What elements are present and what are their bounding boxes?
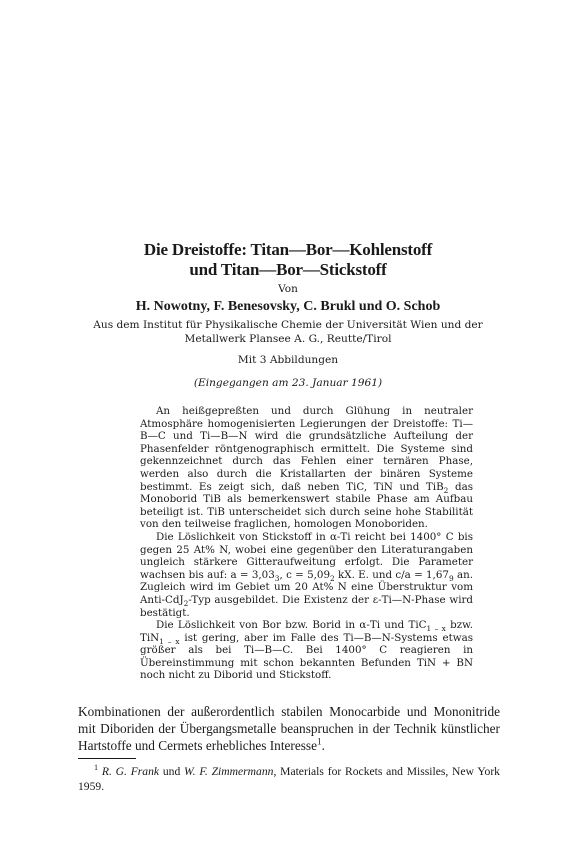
body-paragraph: Kombinationen der außerordentlich stabilen Monocarbide und Mononitride mit Diboriden der Übergangsmetalle beanspruchen in der Technik künstlicher Hartstoffe und Cermets erhebliches Interesse$^1$.	[78, 704, 500, 753]
title-line-1: Die Dreistoffe: Titan—Bor—Kohlenstoff	[143, 240, 433, 259]
body-text	[78, 703, 500, 754]
abstract-paragraph-3: Die Löslichkeit von Bor bzw. Borid in α-Ti und TiC$_{1 - x}$ bzw. TiN$_{1 - x}$ ist gering, aber im Falle des Ti—B—N-Systems etwas größer als bei Ti—B—C. Bei 1400° C reagieren in Übereinstimmung mit schon bekannten Befunden TiN + BN noch nicht zu Diborid und Stickstoff.	[140, 619, 473, 682]
title-line-2: und Titan—Bor—Stickstoff	[189, 260, 387, 279]
footnote-author-2: W. F. Zimmermann	[184, 765, 274, 778]
abstract-paragraph-2: Die Löslichkeit von Stickstoff in α-Ti reicht bei 1400° C bis gegen 25 At% N, wobei eine gegenüber den Literaturangaben ungleich stärkere Gitteraufweitung erfolgt. Die Parameter wachsen bis auf: $a = 3,03_3$, $c = 5,09_2$ kX. E. und $c/a = 1,67_9$ an. Zugleich wird im Gebiet um 20 At% N eine Überstruktur vom Anti-CdJ$_2$-Typ ausgebildet. Die Existenz der ε-Ti—N-Phase wird bestätigt.	[140, 530, 473, 619]
footnote-reference[interactable]: 1	[317, 737, 322, 748]
byline-von: Von	[278, 283, 298, 295]
footnote-author-1: R. G. Frank	[101, 765, 160, 778]
abstract-paragraph-1: An heißgepreßten und durch Glühung in neutraler Atmosphäre homogenisierten Legierungen der Dreistoffe: Ti—B—C und Ti—B—N wird die grundsätzliche Aufteilung der Phasenfelder röntgenographisch ermittelt. Die Systeme sind gekennzeichnet durch das Fehlen einer ternären Phase, werden also durch die Kristallarten der binären Systeme bestimmt. Es zeigt sich, daß neben TiC, TiN und TiB$_2$ das Monoborid TiB als bemerkenswert stabile Phase am Aufbau beteiligt ist. TiB unterscheidet sich durch seine hohe Stabilität von den teilweise fraglichen, homologen Monoboriden.	[140, 405, 473, 531]
figures-note: Mit 3 Abbildungen	[237, 354, 339, 366]
footnote	[78, 765, 500, 794]
affiliation-line-2: Metallwerk Plansee A. G., Reutte/Tirol	[184, 333, 392, 345]
footnote-mark: 1	[94, 763, 99, 773]
footnote-1: $^1$ R. G. Frank und W. F. Zimmermann, Materials for Rockets and Missiles, New York 1959.	[78, 763, 500, 793]
affiliation-line-1: Aus dem Institut für Physikalische Chemie der Universität Wien und der	[93, 319, 483, 331]
abstract	[140, 405, 473, 682]
authors: H. Nowotny, F. Benesovsky, C. Brukl und O. Schob	[135, 299, 441, 314]
footnote-divider	[78, 758, 136, 759]
received-date: (Eingegangen am 23. Januar 1961)	[193, 377, 383, 389]
